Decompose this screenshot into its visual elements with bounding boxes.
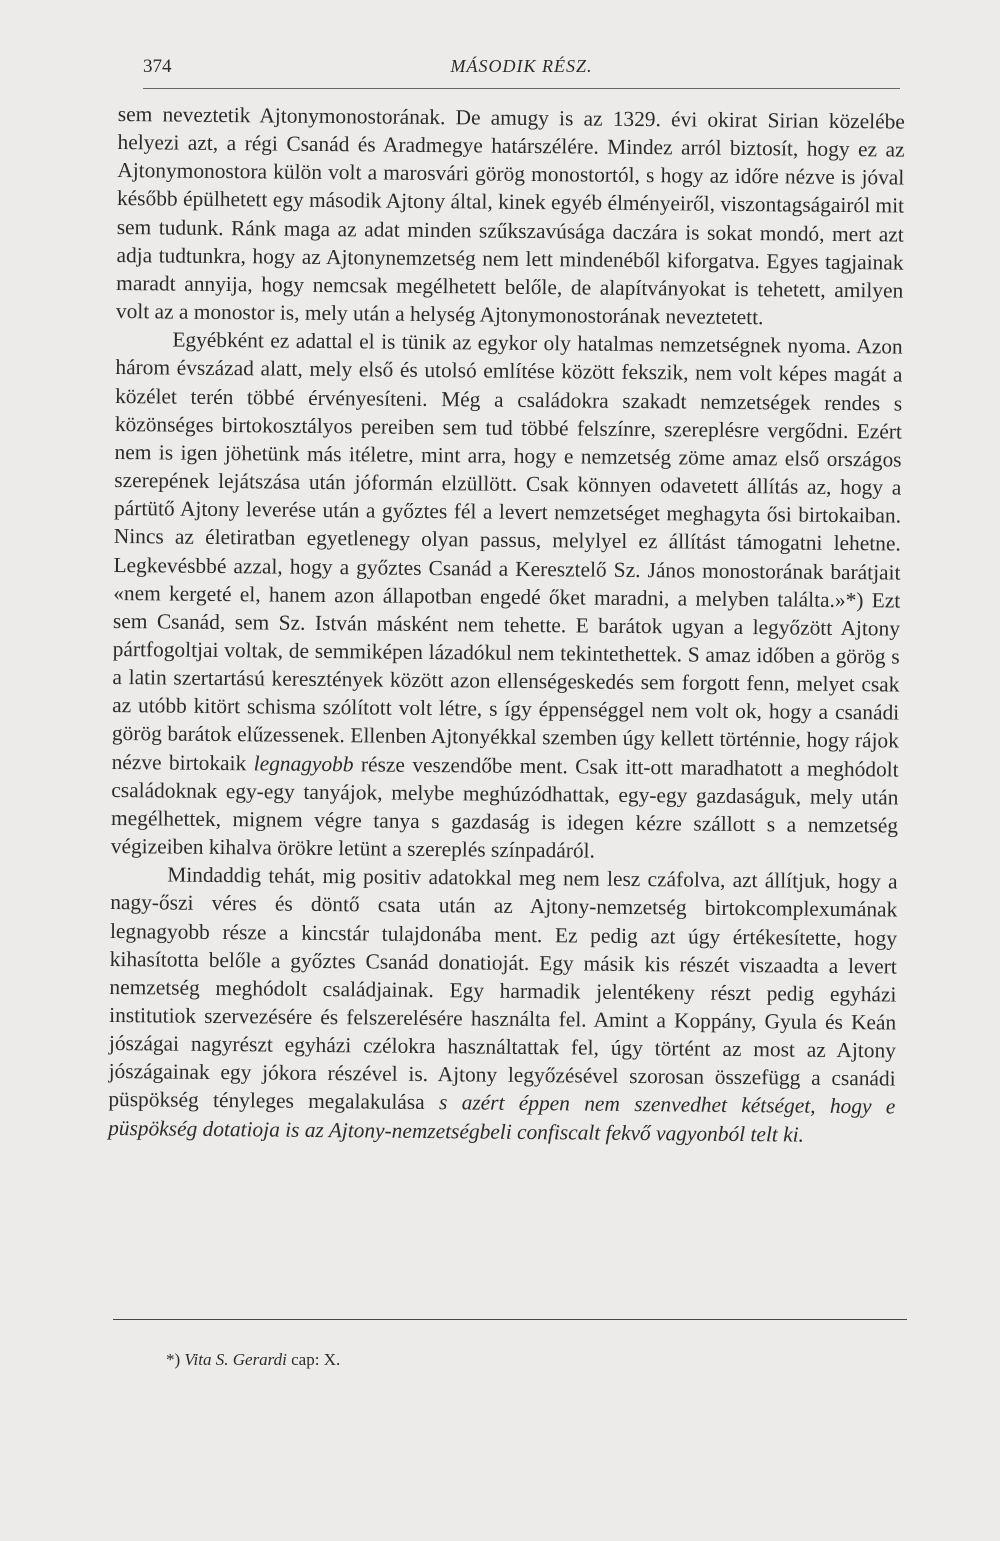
footnote: *) Vita S. Gerardi cap: X.: [166, 1350, 341, 1369]
footnote-marker: *): [166, 1350, 185, 1369]
body-text: [108, 100, 905, 1149]
emphasis-conclusion: s azért éppen nem szenvedhet kétséget, hogy e püspökség dotatioja is az Ajtony-nemzetségbeli confiscalt fekvő vagyonból telt ki.: [108, 1090, 896, 1147]
page-header: [143, 52, 900, 86]
paragraph-3: Mindaddig tehát, mig positiv adatokkal meg nem lesz czáfolva, azt állítjuk, hogy a nagy-őszi véres és döntő csata után az Ajtony-nemzetség birtokcomplexumának legnagyobb része a kincstár tulajdonába ment. Ez pedig azt úgy értékesítette, hogy kihasította belőle a győztes Csanád donatioját. Egy másik kis részét viszaadta a levert nemzetség meghódolt családjainak. Egy harmadik jelentékeny részt pedig egyházi institutiok szervezésére és felszerelésére használta fel. Amint a Koppány, Gyula és Keán jószágai nagyrészt egyházi czélokra használtattak fel, úgy történt az most az Ajtony jószágainak egy jókora részével is. Ajtony legyőzésével szorosan összefügg a csanádi püspökség tényleges megalakulása s azért éppen nem szenvedhet kétséget, hogy e püspökség dotatioja is az Ajtony-nemzetségbeli confiscalt fekvő vagyonból telt ki.: [108, 862, 898, 1147]
footnote-source: Vita S. Gerardi: [184, 1350, 287, 1369]
emphasis: legnagyobb: [253, 750, 354, 776]
paragraph-2: Egyébként ez adattal el is tünik az egykor oly hatalmas nemzetségnek nyoma. Azon három évszázad alatt, mely első és utolsó említése között fekszik, nem volt képes magát a közélet terén többé érvényesíteni. Még a családokra szakadt nemzetségek rendes s közönséges birtokosztályos pereiben sem tud többé felszínre, szereplésre vergődni. Ezért nem is igen jöhetünk más itéletre, mint arra, hogy e nemzetség zöme amaz első országos szerepének lejátszása után jóformán elzüllött. Csak könnyen odavetett állítás az, hogy a pártütő Ajtony leverése után a győztes fél a levert nemzetséget meghagyta ősi birtokaiban. Nincs az életiratban egyetlenegy olyan passus, melylyel ez állítást támogatni lehetne. Legkevésbbé azzal, hogy a győztes Csanád a Keresztelő Sz. János monostorának barátjait «nem kergeté el, hanem azon állapotban engedé őket maradni, a melyben találta.»*) Ezt sem Csanád, sem Sz. István másként nem tehette. E barátok ugyan a legyőzött Ajtony pártfogoltjai voltak, de semmiképen lázadókul nem tekintethettek. S amaz időben a görög s a latin szertartású keresztények között azon ellenségeskedés sem forgott fenn, melyet csak az utóbb kitört schisma szólított volt létre, s így éppenséggel nem volt ok, hogy a csanádi görög barátok elűzessenek. Ellenben Ajtonyékkal szemben úgy kellett történnie, hogy rájok nézve birtokaik legnagyobb része veszendőbe ment. Csak itt-ott maradhatott a meghódolt családoknak egy-egy tanyájok, melybe meghúzódhattak, egy-egy gazdaságuk, mely után megélhettek, mignem végre tanya s gazdaság is idegen kézre szállott s a nemzetség végizeiben kihalva örökre letünt a szereplés színpadáról.: [110, 327, 903, 863]
running-title: MÁSODIK RÉSZ.: [450, 56, 593, 76]
page-number: 374: [143, 56, 172, 77]
paragraph-1: sem neveztetik Ajtonymonostorának. De amugy is az 1329. évi okirat Sirian közelébe helyezi azt, a régi Csanád és Aradmegye határszélére. Mindez arról biztosít, hogy ez az Ajtonymonostora külön volt a marosvári görög monostortól, s hogy az időre nézve is jóval később épülhetett egy második Ajtony által, kinek egyéb élményeiről, viszontagságairól mit sem tudunk. Ránk maga az adat minden szűkszavúsága daczára is sokat mondó, mert azt adja tudtunkra, hogy az Ajtonynemzetség nem lett mindenéből kiforgatva. Egyes tagjainak maradt annyija, hogy nemcsak megélhetett belőle, de alapítványokat is tehetett, amilyen volt az a monostor is, mely után a helység Ajtonymonostorának neveztetett.: [115, 101, 905, 330]
footnote-rule: [113, 1319, 907, 1320]
header-rule: [143, 88, 900, 89]
